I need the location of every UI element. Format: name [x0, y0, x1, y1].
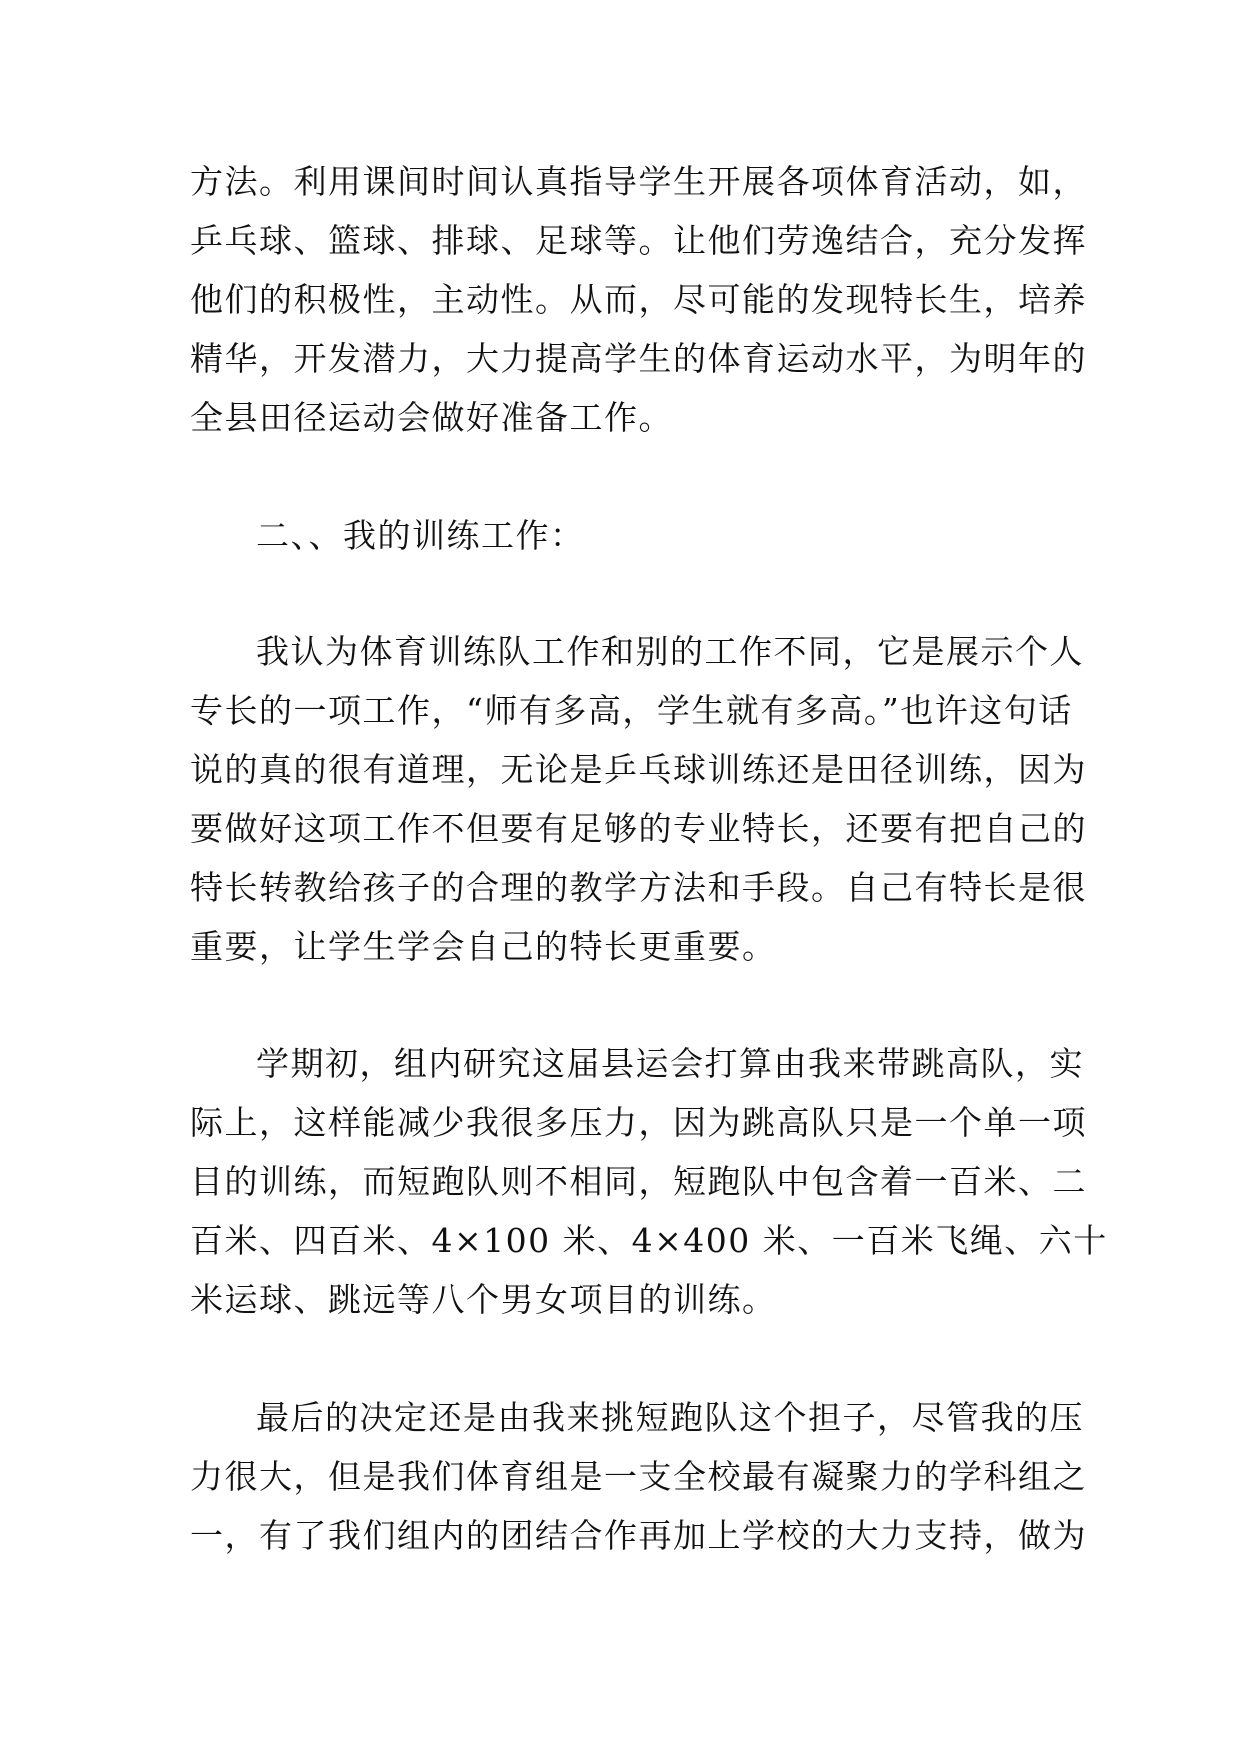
text-line: 说的真的很有道理，无论是乒乓球训练还是田径训练，因为 — [190, 750, 1087, 789]
text-line: 百米、四百米、4×100 米、4×400 米、一百米飞绳、六十 — [190, 1221, 1108, 1260]
text-line: 专长的一项工作，“师有多高，学生就有多高。”也许这句话 — [190, 691, 1073, 730]
text-line: 精华，开发潜力，大力提高学生的体育运动水平，为明年的 — [190, 339, 1087, 378]
text-line: 乒乓球、篮球、排球、足球等。让他们劳逸结合，充分发挥 — [190, 221, 1087, 260]
paragraph-semester-start — [190, 1034, 1108, 1329]
text-line: 际上，这样能减少我很多压力，因为跳高队只是一个单一项 — [190, 1103, 1087, 1142]
text-line: 目的训练，而短跑队则不相同，短跑队中包含着一百米、二 — [190, 1162, 1087, 1201]
paragraph-final-decision — [190, 1388, 1087, 1565]
text-line: 学期初，组内研究这届县运会打算由我来带跳高队，实 — [256, 1044, 1084, 1083]
text-line: 他们的积极性，主动性。从而，尽可能的发现特长生，培养 — [190, 280, 1087, 319]
text-line: 要做好这项工作不但要有足够的专业特长，还要有把自己的 — [190, 809, 1087, 848]
text-line: 全县田径运动会做好准备工作。 — [190, 398, 673, 437]
text-line: 特长转教给孩子的合理的教学方法和手段。自己有特长是很 — [190, 868, 1087, 907]
text-line: 重要，让学生学会自己的特长更重要。 — [190, 927, 777, 966]
text-line: 我认为体育训练队工作和别的工作不同，它是展示个人 — [256, 632, 1084, 671]
text-line: 一，有了我们组内的团结合作再加上学校的大力支持，做为 — [190, 1516, 1087, 1555]
text-line: 力很大，但是我们体育组是一支全校最有凝聚力的学科组之 — [190, 1457, 1087, 1496]
paragraph-intro-continuation — [190, 152, 1087, 447]
text-line: 最后的决定还是由我来挑短跑队这个担子，尽管我的压 — [256, 1398, 1084, 1437]
text-line: 米运球、跳远等八个男女项目的训练。 — [190, 1280, 777, 1319]
text-line: 方法。利用课间时间认真指导学生开展各项体育活动，如， — [190, 162, 1087, 201]
heading-text: 二、、我的训练工作： — [256, 516, 585, 555]
paragraph-training-philosophy — [190, 622, 1087, 976]
section-heading-training — [190, 506, 1060, 565]
